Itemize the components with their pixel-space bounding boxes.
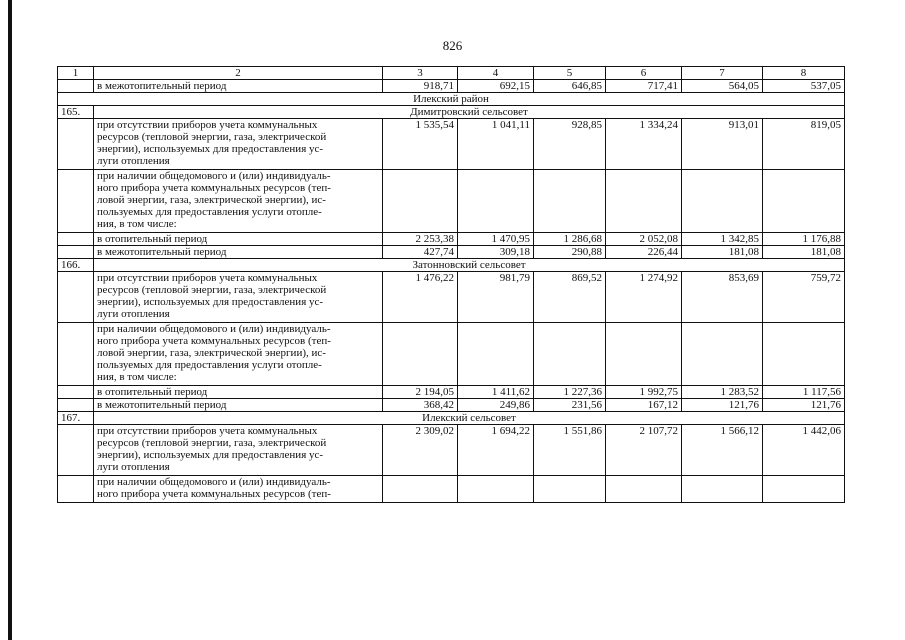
value-cell: [534, 476, 606, 503]
binding-edge: [8, 0, 12, 640]
row-label-line: ного прибора учета коммунальных ресурсов (теп-: [97, 335, 331, 347]
section-title: Димитровский сельсовет: [94, 106, 845, 119]
row-number: 167.: [58, 412, 94, 425]
row-label: [94, 425, 383, 476]
column-header: 4: [458, 67, 534, 80]
table-row: [58, 476, 845, 503]
row-label-line: ловой энергии, газа, электрической энергии), ис-: [97, 194, 326, 206]
district-row: [58, 93, 845, 106]
row-label-line: в отопительный период: [97, 386, 208, 398]
value-cell: 181,08: [763, 246, 845, 259]
value-cell: 181,08: [682, 246, 763, 259]
section-row: [58, 412, 845, 425]
row-number: [58, 272, 94, 323]
row-label: [94, 246, 383, 259]
value-cell: [458, 323, 534, 386]
section-title: Илекский сельсовет: [94, 412, 845, 425]
row-label-line: луги отопления: [97, 461, 170, 473]
row-number: [58, 425, 94, 476]
row-label-line: при наличии общедомового и (или) индивидуаль-: [97, 323, 331, 335]
value-cell: 309,18: [458, 246, 534, 259]
row-number: [58, 399, 94, 412]
value-cell: 692,15: [458, 80, 534, 93]
row-label-line: ловой энергии, газа, электрической энергии), ис-: [97, 347, 326, 359]
value-cell: 918,71: [383, 80, 458, 93]
value-cell: 167,12: [606, 399, 682, 412]
value-cell: [682, 170, 763, 233]
section-title: Затонновский сельсовет: [94, 259, 845, 272]
tariff-table: [57, 66, 845, 503]
value-cell: 249,86: [458, 399, 534, 412]
column-header: 8: [763, 67, 845, 80]
row-label: [94, 386, 383, 399]
value-cell: [682, 323, 763, 386]
row-label-line: при наличии общедомового и (или) индивидуаль-: [97, 476, 331, 488]
value-cell: 819,05: [763, 119, 845, 170]
row-label-line: пользуемых для предоставления услуги отопле-: [97, 206, 322, 218]
value-cell: 2 107,72: [606, 425, 682, 476]
column-header: 5: [534, 67, 606, 80]
column-header: 3: [383, 67, 458, 80]
value-cell: 928,85: [534, 119, 606, 170]
value-cell: [383, 323, 458, 386]
row-label: [94, 119, 383, 170]
value-cell: 1 992,75: [606, 386, 682, 399]
value-cell: 913,01: [682, 119, 763, 170]
row-label-line: в межотопительный период: [97, 246, 227, 258]
value-cell: 1 566,12: [682, 425, 763, 476]
value-cell: [383, 170, 458, 233]
row-label-line: энергии), используемых для предоставления ус-: [97, 449, 324, 461]
row-label-line: ресурсов (тепловой энергии, газа, электрической: [97, 131, 327, 143]
row-label-line: ного прибора учета коммунальных ресурсов (теп-: [97, 182, 331, 194]
value-cell: [534, 323, 606, 386]
row-label-line: в межотопительный период: [97, 399, 227, 411]
table-row: [58, 323, 845, 386]
value-cell: 869,52: [534, 272, 606, 323]
value-cell: [763, 170, 845, 233]
row-label-line: при наличии общедомового и (или) индивидуаль-: [97, 170, 331, 182]
row-label-line: ния, в том числе:: [97, 371, 177, 383]
value-cell: 1 442,06: [763, 425, 845, 476]
value-cell: 564,05: [682, 80, 763, 93]
page-number: 826: [442, 38, 463, 53]
table-row: [58, 399, 845, 412]
value-cell: 1 286,68: [534, 233, 606, 246]
value-cell: 290,88: [534, 246, 606, 259]
value-cell: 1 694,22: [458, 425, 534, 476]
row-number: [58, 323, 94, 386]
row-number: [58, 233, 94, 246]
table-row: [58, 80, 845, 93]
value-cell: 121,76: [763, 399, 845, 412]
row-number: [58, 246, 94, 259]
value-cell: 1 176,88: [763, 233, 845, 246]
value-cell: 2 052,08: [606, 233, 682, 246]
row-number: [58, 476, 94, 503]
table-row: [58, 425, 845, 476]
row-label: [94, 170, 383, 233]
row-number: [58, 170, 94, 233]
value-cell: [534, 170, 606, 233]
row-label-line: энергии), используемых для предоставления ус-: [97, 296, 324, 308]
value-cell: 1 411,62: [458, 386, 534, 399]
value-cell: 2 194,05: [383, 386, 458, 399]
value-cell: 1 476,22: [383, 272, 458, 323]
value-cell: 537,05: [763, 80, 845, 93]
value-cell: [682, 476, 763, 503]
value-cell: 368,42: [383, 399, 458, 412]
value-cell: [763, 476, 845, 503]
row-label: [94, 476, 383, 503]
value-cell: 1 274,92: [606, 272, 682, 323]
value-cell: 1 342,85: [682, 233, 763, 246]
table-row: [58, 119, 845, 170]
row-label: [94, 80, 383, 93]
row-label: [94, 233, 383, 246]
row-label: [94, 399, 383, 412]
column-header: 6: [606, 67, 682, 80]
value-cell: 226,44: [606, 246, 682, 259]
value-cell: 853,69: [682, 272, 763, 323]
value-cell: 1 227,36: [534, 386, 606, 399]
row-label: [94, 272, 383, 323]
row-label: [94, 323, 383, 386]
value-cell: 1 470,95: [458, 233, 534, 246]
value-cell: [606, 170, 682, 233]
table-row: [58, 386, 845, 399]
row-label-line: в межотопительный период: [97, 80, 227, 92]
value-cell: 717,41: [606, 80, 682, 93]
value-cell: [606, 323, 682, 386]
column-header: 2: [94, 67, 383, 80]
row-label-line: луги отопления: [97, 308, 170, 320]
row-label-line: энергии), используемых для предоставления ус-: [97, 143, 324, 155]
row-number: [58, 80, 94, 93]
value-cell: 1 551,86: [534, 425, 606, 476]
value-cell: 1 117,56: [763, 386, 845, 399]
row-label-line: луги отопления: [97, 155, 170, 167]
value-cell: [763, 323, 845, 386]
row-label-line: ресурсов (тепловой энергии, газа, электрической: [97, 437, 327, 449]
value-cell: 2 309,02: [383, 425, 458, 476]
row-label-line: при отсутствии приборов учета коммунальных: [97, 425, 318, 437]
value-cell: [383, 476, 458, 503]
row-number: [58, 386, 94, 399]
section-row: [58, 106, 845, 119]
value-cell: 2 253,38: [383, 233, 458, 246]
value-cell: [458, 476, 534, 503]
value-cell: 646,85: [534, 80, 606, 93]
value-cell: [606, 476, 682, 503]
section-row: [58, 259, 845, 272]
value-cell: [458, 170, 534, 233]
table-body: [58, 67, 845, 503]
row-number: [58, 119, 94, 170]
column-header: 1: [58, 67, 94, 80]
value-cell: 231,56: [534, 399, 606, 412]
row-label-line: ного прибора учета коммунальных ресурсов (теп-: [97, 488, 331, 500]
value-cell: 1 041,11: [458, 119, 534, 170]
value-cell: 981,79: [458, 272, 534, 323]
district-title: Илекский район: [58, 93, 845, 106]
table-row: [58, 246, 845, 259]
table-row: [58, 272, 845, 323]
row-label-line: ресурсов (тепловой энергии, газа, электрической: [97, 284, 327, 296]
row-label-line: при отсутствии приборов учета коммунальных: [97, 119, 318, 131]
value-cell: 1 283,52: [682, 386, 763, 399]
value-cell: 759,72: [763, 272, 845, 323]
value-cell: 1 535,54: [383, 119, 458, 170]
row-label-line: пользуемых для предоставления услуги отопле-: [97, 359, 322, 371]
row-number: 165.: [58, 106, 94, 119]
row-label-line: ния, в том числе:: [97, 218, 177, 230]
value-cell: 1 334,24: [606, 119, 682, 170]
table-row: [58, 233, 845, 246]
column-header-row: [58, 67, 845, 80]
row-number: 166.: [58, 259, 94, 272]
row-label-line: при отсутствии приборов учета коммунальных: [97, 272, 318, 284]
value-cell: 121,76: [682, 399, 763, 412]
column-header: 7: [682, 67, 763, 80]
row-label-line: в отопительный период: [97, 233, 208, 245]
value-cell: 427,74: [383, 246, 458, 259]
table-row: [58, 170, 845, 233]
